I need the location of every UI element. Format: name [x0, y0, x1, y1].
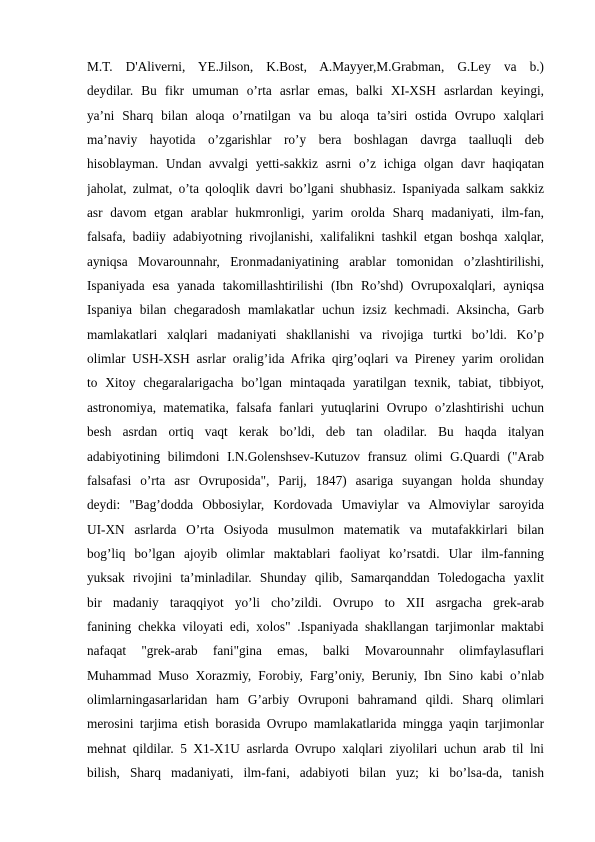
- text-line: jaholat, zulmat, o’ta qoloqlik davri bo’lgani shubhasiz. Ispaniyada salkam sakkiz: [87, 180, 544, 196]
- text-line: nafaqat "grek-arab fani"gina emas, balki Movarounnahr olimfaylasuflari: [87, 643, 544, 659]
- text-line: olimlar USH-XSH asrlar oralig’ida Afrika qirg’oqlari va Pireney yarim orolidan: [87, 351, 544, 367]
- text-line: falsafasi o’rta asr Ovruposida", Parij, 1847) asariga suyangan holda shunday: [87, 472, 544, 488]
- body-text: [87, 55, 544, 785]
- text-line: ayniqsa Movarounnahr, Eronmadaniyatining arablar tomonidan o’zlashtirilishi,: [87, 253, 544, 269]
- text-line: bog’liq bo’lgan ajoyib olimlar maktablari faoliyat ko’rsatdi. Ular ilm-fanning: [87, 545, 544, 561]
- text-line: fanining chekka viloyati edi, xolos" .Ispaniyada shakllangan tarjimonlar maktabi: [87, 618, 544, 634]
- text-line: hisoblayman. Undan avvalgi yetti-sakkiz asrni o’z ichiga olgan davr haqiqatan: [87, 156, 544, 172]
- text-line: Muhammad Muso Xorazmiy, Forobiy, Farg’oniy, Beruniy, Ibn Sino kabi o’nlab: [87, 667, 544, 683]
- text-line: deydilar. Bu fikr umuman o’rta asrlar emas, balki XI-XSH asrlardan keyingi,: [87, 83, 544, 99]
- text-line: mehnat qildilar. 5 X1-X1U asrlarda Ovrupo xalqlari ziyolilari uchun arab til lni: [87, 740, 544, 756]
- text-line: olimlarningasarlaridan ham G’arbiy Ovruponi bahramand qildi. Sharq olimlari: [87, 691, 544, 707]
- text-line: bir madaniy taraqqiyot yo’li cho’zildi. Ovrupo to XII asrgacha grek-arab: [87, 594, 544, 610]
- text-line: adabiyotining bilimdoni I.N.Golenshsev-Kutuzov fransuz olimi G.Quardi ("Arab: [87, 448, 544, 464]
- text-line: falsafa, badiiy adabiyotning rivojlanishi, xalifalikni tashkil etgan boshqa xalqlar,: [87, 229, 544, 245]
- text-line: deydi: "Bag’dodda Obbosiylar, Kordovada Umaviylar va Almoviylar saroyida: [87, 497, 544, 513]
- text-line: bilish, Sharq madaniyati, ilm-fani, adabiyoti bilan yuz; ki bo’lsa-da, tanish: [87, 764, 544, 780]
- text-line: UI-XN asrlarda O’rta Osiyoda musulmon matematik va mutafakkirlari bilan: [87, 521, 544, 537]
- text-line: Ispaniyada esa yanada takomillashtirilishi (Ibn Ro’shd) Ovrupoxalqlari, ayniqsa: [87, 278, 544, 294]
- text-line: mamlakatlari xalqlari madaniyati shakllanishi va rivojiga turtki bo’ldi. Ko’p: [87, 326, 544, 342]
- text-line: ma’naviy hayotida o’zgarishlar ro’y bera boshlagan davrga taalluqli deb: [87, 132, 544, 148]
- text-line: besh asrdan ortiq vaqt kerak bo’ldi, deb tan oladilar. Bu haqda italyan: [87, 424, 544, 440]
- text-line: merosini tarjima etish borasida Ovrupo mamlakatlarida mingga yaqin tarjimonlar: [87, 716, 544, 732]
- text-line: to Xitoy chegaralarigacha bo’lgan mintaqada yaratilgan texnik, tabiat, tibbiyot,: [87, 375, 544, 391]
- text-line: astronomiya, matematika, falsafa fanlari yutuqlarini Ovrupo o’zlashtirishi uchun: [87, 399, 544, 415]
- text-line: yuksak rivojini ta’minladilar. Shunday qilib, Samarqanddan Toledogacha yaxlit: [87, 570, 544, 586]
- text-line: M.T. D'Aliverni, YE.Jilson, K.Bost, A.Mayyer,M.Grabman, G.Ley va b.): [87, 59, 544, 74]
- text-line: ya’ni Sharq bilan aloqa o’rnatilgan va bu aloqa ta’siri ostida Ovrupo xalqlari: [87, 107, 544, 123]
- text-line: asr davom etgan arablar hukmronligi, yarim orolda Sharq madaniyati, ilm-fan,: [87, 205, 544, 221]
- text-line: Ispaniya bilan chegaradosh mamlakatlar uchun izsiz kechmadi. Aksincha, Garb: [87, 302, 544, 318]
